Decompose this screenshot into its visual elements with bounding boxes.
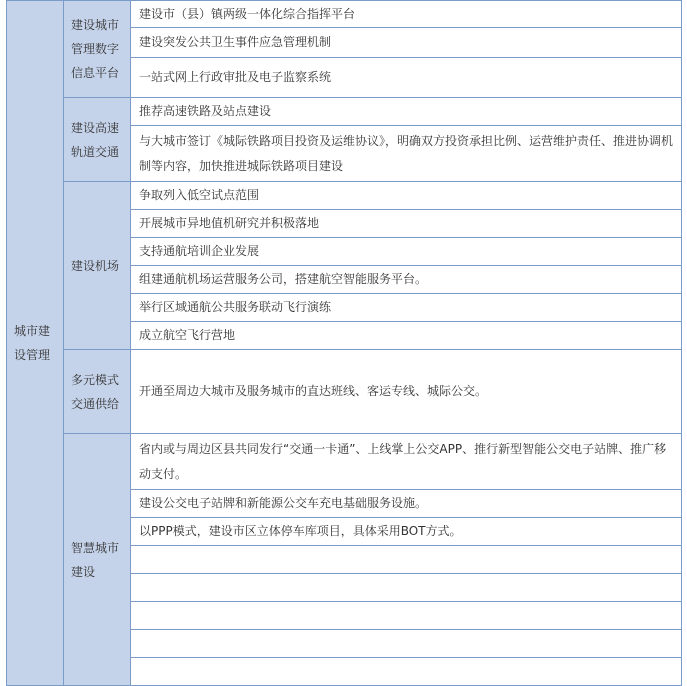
item-cell: 与大城市签订《城际铁路项目投资及运维协议》，明确双方投资承担比例、运营维护责任、推进协调机制等内容，加快推进城际铁路项目建设: [131, 126, 682, 182]
item-cell-empty: [131, 630, 682, 658]
table-row: [7, 1, 682, 28]
item-cell: 开通至周边大城市及服务城市的直达班线、客运专线、城际公交。: [131, 350, 682, 434]
item-cell: 省内或与周边区县共同发行“交通一卡通”、上线掌上公交APP、推行新型智能公交电子站牌、推广移动支付。: [131, 434, 682, 490]
item-cell: 一站式网上行政审批及电子监察系统: [131, 58, 682, 98]
table-row: [7, 434, 682, 490]
item-cell-empty: [131, 602, 682, 630]
item-cell: 争取列入低空试点范围: [131, 182, 682, 210]
item-cell: 开展城市异地值机研究并积极落地: [131, 210, 682, 238]
item-cell: 推荐高速铁路及站点建设: [131, 98, 682, 126]
item-cell: 组建通航机场运营服务公司，搭建航空智能服务平台。: [131, 266, 682, 294]
category-digital-platform: 建设城市管理数字信息平台: [64, 1, 131, 98]
item-cell-empty: [131, 658, 682, 686]
category-smart-city: 智慧城市建设: [64, 434, 131, 686]
item-cell: 举行区域通航公共服务联动飞行演练: [131, 294, 682, 322]
item-cell: 支持通航培训企业发展: [131, 238, 682, 266]
category-rail-transit: 建设高速轨道交通: [64, 98, 131, 182]
item-cell: 建设突发公共卫生事件应急管理机制: [131, 28, 682, 58]
item-cell-empty: [131, 574, 682, 602]
item-cell: 建设市（县）镇两级一体化综合指挥平台: [131, 1, 682, 28]
item-cell: 成立航空飞行营地: [131, 322, 682, 350]
category-airport: 建设机场: [64, 182, 131, 350]
level1-category: 城市建设管理: [7, 1, 64, 686]
category-multimodal-transport: 多元模式交通供给: [64, 350, 131, 434]
table-row: [7, 98, 682, 126]
policy-table: [6, 0, 682, 686]
item-cell: 以PPP模式，建设市区立体停车库项目，具体采用BOT方式。: [131, 518, 682, 546]
item-cell: [131, 546, 682, 574]
table-row: [7, 182, 682, 210]
table-row: [7, 350, 682, 434]
item-cell: 建设公交电子站牌和新能源公交车充电基础服务设施。: [131, 490, 682, 518]
